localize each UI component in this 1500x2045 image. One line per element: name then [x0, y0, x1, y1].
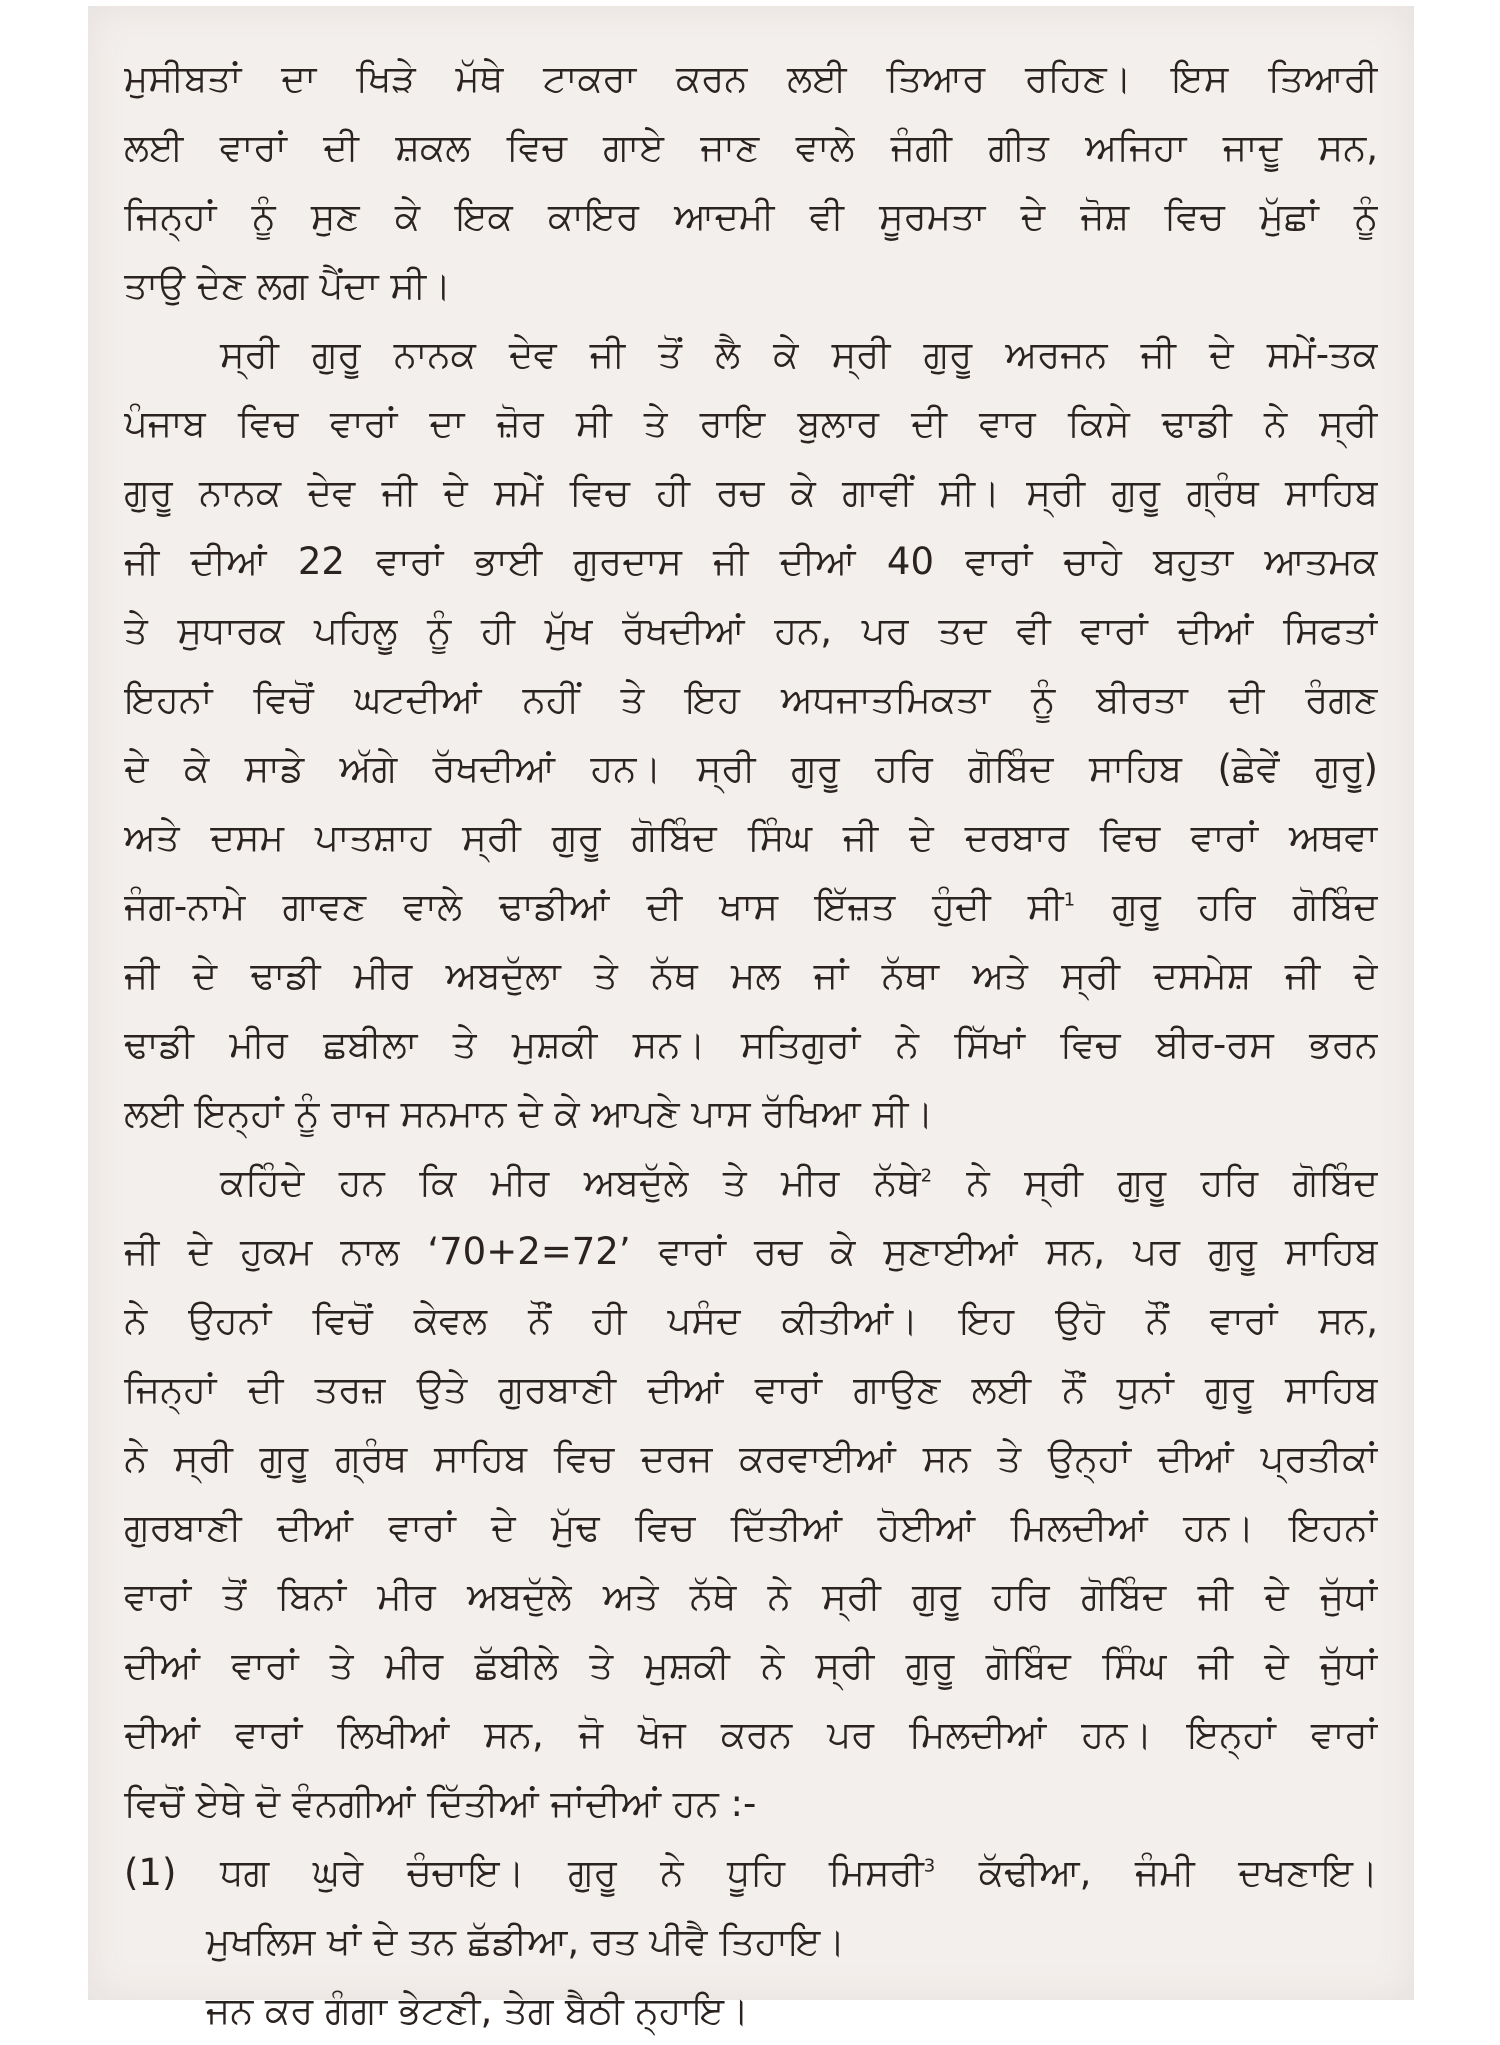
verse-text: ਧਗ ਘੁਰੇ ਚੰਚਾਇ। ਗੁਰੂ ਨੇ ਧੂਹਿ ਮਿਸਰੀ	[220, 1851, 924, 1894]
text-line: ਪੰਜਾਬ ਵਿਚ ਵਾਰਾਂ ਦਾ ਜ਼ੋਰ ਸੀ ਤੇ ਰਾਇ ਬੁਲਾਰ ਦੀ ਵਾਰ ਕਿਸੇ ਢਾਡੀ ਨੇ ਸ੍ਰੀ	[124, 402, 1378, 445]
paragraph-start-line	[124, 1148, 1378, 1217]
text-line: ਦੀਆਂ ਵਾਰਾਂ ਤੇ ਮੀਰ ਛੱਬੀਲੇ ਤੇ ਮੁਸ਼ਕੀ ਨੇ ਸ੍ਰੀ ਗੁਰੂ ਗੋਬਿੰਦ ਸਿੰਘ ਜੀ ਦੇ ਜੁੱਧਾਂ	[124, 1644, 1378, 1687]
text-line: ਜਿਨ੍ਹਾਂ ਦੀ ਤਰਜ਼ ਉਤੇ ਗੁਰਬਾਣੀ ਦੀਆਂ ਵਾਰਾਂ ਗਾਉਣ ਲਈ ਨੌਂ ਧੁਨਾਂ ਗੁਰੂ ਸਾਹਿਬ	[124, 1368, 1378, 1411]
text-line: ਗੁਰੂ ਨਾਨਕ ਦੇਵ ਜੀ ਦੇ ਸਮੇਂ ਵਿਚ ਹੀ ਰਚ ਕੇ ਗਾਵੀਂ ਸੀ। ਸ੍ਰੀ ਗੁਰੂ ਗ੍ਰੰਥ ਸਾਹਿਬ	[124, 471, 1378, 514]
verse-line-2: ਮੁਖਲਿਸ ਖਾਂ ਦੇ ਤਨ ਛੱਡੀਆ, ਰਤ ਪੀਵੈ ਤਿਹਾਇ।	[206, 1920, 846, 1963]
text-line: ਅਤੇ ਦਸਮ ਪਾਤਸ਼ਾਹ ਸ੍ਰੀ ਗੁਰੂ ਗੋਬਿੰਦ ਸਿੰਘ ਜੀ ਦੇ ਦਰਬਾਰ ਵਿਚ ਵਾਰਾਂ ਅਥਵਾ	[124, 816, 1378, 859]
text-line: ਤਾਉ ਦੇਣ ਲਗ ਪੈਂਦਾ ਸੀ।	[124, 264, 452, 307]
page-text	[124, 44, 1378, 2045]
text-line: ਨੇ ਉਹਨਾਂ ਵਿਚੋਂ ਕੇਵਲ ਨੌਂ ਹੀ ਪਸੰਦ ਕੀਤੀਆਂ। ਇਹ ਉਹੋ ਨੌਂ ਵਾਰਾਂ ਸਨ,	[124, 1299, 1378, 1342]
line-text: ਜੰਗ-ਨਾਮੇ ਗਾਵਣ ਵਾਲੇ ਢਾਡੀਆਂ ਦੀ ਖਾਸ ਇੱਜ਼ਤ ਹੁੰਦੀ ਸੀ	[124, 885, 1064, 928]
text-line: ਜੀ ਦੀਆਂ 22 ਵਾਰਾਂ ਭਾਈ ਗੁਰਦਾਸ ਜੀ ਦੀਆਂ 40 ਵਾਰਾਂ ਚਾਹੇ ਬਹੁਤਾ ਆਤਮਕ	[124, 540, 1378, 583]
text-line: ਇਹਨਾਂ ਵਿਚੋਂ ਘਟਦੀਆਂ ਨਹੀਂ ਤੇ ਇਹ ਅਧਜਾਤਮਿਕਤਾ ਨੂੰ ਬੀਰਤਾ ਦੀ ਰੰਗਣ	[124, 678, 1378, 721]
footnote-marker: 3	[923, 1855, 936, 1877]
verse-text: ਕੱਢੀਆ, ਜੰਮੀ ਦਖਣਾਇ।	[935, 1851, 1378, 1894]
text-line: ਲਈ ਇਨ੍ਹਾਂ ਨੂੰ ਰਾਜ ਸਨਮਾਨ ਦੇ ਕੇ ਆਪਣੇ ਪਾਸ ਰੱਖਿਆ ਸੀ।	[124, 1092, 934, 1135]
text-line: ਦੀਆਂ ਵਾਰਾਂ ਲਿਖੀਆਂ ਸਨ, ਜੋ ਖੋਜ ਕਰਨ ਪਰ ਮਿਲਦੀਆਂ ਹਨ। ਇਨ੍ਹਾਂ ਵਾਰਾਂ	[124, 1713, 1378, 1756]
verse-line-3: ਜਨ ਕਰ ਗੰਗਾ ਭੇਟਣੀ, ਤੇਗ ਬੈਠੀ ਨ੍ਹਾਇ।	[206, 1989, 749, 2032]
text-line: ਵਾਰਾਂ ਤੋਂ ਬਿਨਾਂ ਮੀਰ ਅਬਦੁੱਲੇ ਅਤੇ ਨੱਥੇ ਨੇ ਸ੍ਰੀ ਗੁਰੂ ਹਰਿ ਗੋਬਿੰਦ ਜੀ ਦੇ ਜੁੱਧਾਂ	[124, 1575, 1378, 1618]
line-text: ਕਹਿੰਦੇ ਹਨ ਕਿ ਮੀਰ ਅਬਦੁੱਲੇ ਤੇ ਮੀਰ ਨੱਥੇ	[220, 1161, 921, 1204]
text-line: ਦੇ ਕੇ ਸਾਡੇ ਅੱਗੇ ਰੱਖਦੀਆਂ ਹਨ। ਸ੍ਰੀ ਗੁਰੂ ਹਰਿ ਗੋਬਿੰਦ ਸਾਹਿਬ (ਛੇਵੇਂ ਗੁਰੂ)	[124, 747, 1378, 790]
line-text: ਗੁਰੂ ਹਰਿ ਗੋਬਿੰਦ	[1075, 885, 1378, 928]
text-line: ਜੀ ਦੇ ਢਾਡੀ ਮੀਰ ਅਬਦੁੱਲਾ ਤੇ ਨੱਥ ਮਲ ਜਾਂ ਨੱਥਾ ਅਤੇ ਸ੍ਰੀ ਦਸਮੇਸ਼ ਜੀ ਦੇ	[124, 954, 1378, 997]
footnote-marker: 1	[1063, 889, 1076, 911]
line-text: ਨੇ ਸ੍ਰੀ ਗੁਰੂ ਹਰਿ ਗੋਬਿੰਦ	[932, 1161, 1378, 1204]
paragraph-start-line: ਸ੍ਰੀ ਗੁਰੂ ਨਾਨਕ ਦੇਵ ਜੀ ਤੋਂ ਲੈ ਕੇ ਸ੍ਰੀ ਗੁਰੂ ਅਰਜਨ ਜੀ ਦੇ ਸਮੇਂ-ਤਕ	[220, 333, 1378, 376]
text-line-with-footnote	[124, 872, 1378, 941]
text-line: ਜਿਨ੍ਹਾਂ ਨੂੰ ਸੁਣ ਕੇ ਇਕ ਕਾਇਰ ਆਦਮੀ ਵੀ ਸੂਰਮਤਾ ਦੇ ਜੋਸ਼ ਵਿਚ ਮੁੱਛਾਂ ਨੂੰ	[124, 195, 1378, 238]
text-line: ਤੇ ਸੁਧਾਰਕ ਪਹਿਲੂ ਨੂੰ ਹੀ ਮੁੱਖ ਰੱਖਦੀਆਂ ਹਨ, ਪਰ ਤਦ ਵੀ ਵਾਰਾਂ ਦੀਆਂ ਸਿਫਤਾਂ	[124, 609, 1378, 652]
verse-line-1	[124, 1838, 1378, 1907]
book-page	[88, 6, 1414, 2032]
text-line: ਮੁਸੀਬਤਾਂ ਦਾ ਖਿੜੇ ਮੱਥੇ ਟਾਕਰਾ ਕਰਨ ਲਈ ਤਿਆਰ ਰਹਿਣ। ਇਸ ਤਿਆਰੀ	[124, 57, 1378, 100]
text-line: ਲਈ ਵਾਰਾਂ ਦੀ ਸ਼ਕਲ ਵਿਚ ਗਾਏ ਜਾਣ ਵਾਲੇ ਜੰਗੀ ਗੀਤ ਅਜਿਹਾ ਜਾਦੂ ਸਨ,	[124, 126, 1378, 169]
verse-number: (1)	[124, 1851, 177, 1894]
text-line: ਨੇ ਸ੍ਰੀ ਗੁਰੂ ਗ੍ਰੰਥ ਸਾਹਿਬ ਵਿਚ ਦਰਜ ਕਰਵਾਈਆਂ ਸਨ ਤੇ ਉਨ੍ਹਾਂ ਦੀਆਂ ਪ੍ਰਤੀਕਾਂ	[124, 1437, 1378, 1480]
text-line: ਗੁਰਬਾਣੀ ਦੀਆਂ ਵਾਰਾਂ ਦੇ ਮੁੱਢ ਵਿਚ ਦਿੱਤੀਆਂ ਹੋਈਆਂ ਮਿਲਦੀਆਂ ਹਨ। ਇਹਨਾਂ	[124, 1506, 1378, 1549]
text-line: ਵਿਚੋਂ ਏਥੇ ਦੋ ਵੰਨਗੀਆਂ ਦਿੱਤੀਆਂ ਜਾਂਦੀਆਂ ਹਨ :-	[124, 1782, 757, 1825]
footnote-marker: 2	[920, 1165, 933, 1187]
text-line: ਜੀ ਦੇ ਹੁਕਮ ਨਾਲ ‘70+2=72’ ਵਾਰਾਂ ਰਚ ਕੇ ਸੁਣਾਈਆਂ ਸਨ, ਪਰ ਗੁਰੂ ਸਾਹਿਬ	[124, 1230, 1378, 1273]
text-line: ਢਾਡੀ ਮੀਰ ਛਬੀਲਾ ਤੇ ਮੁਸ਼ਕੀ ਸਨ। ਸਤਿਗੁਰਾਂ ਨੇ ਸਿੱਖਾਂ ਵਿਚ ਬੀਰ-ਰਸ ਭਰਨ	[124, 1023, 1378, 1066]
